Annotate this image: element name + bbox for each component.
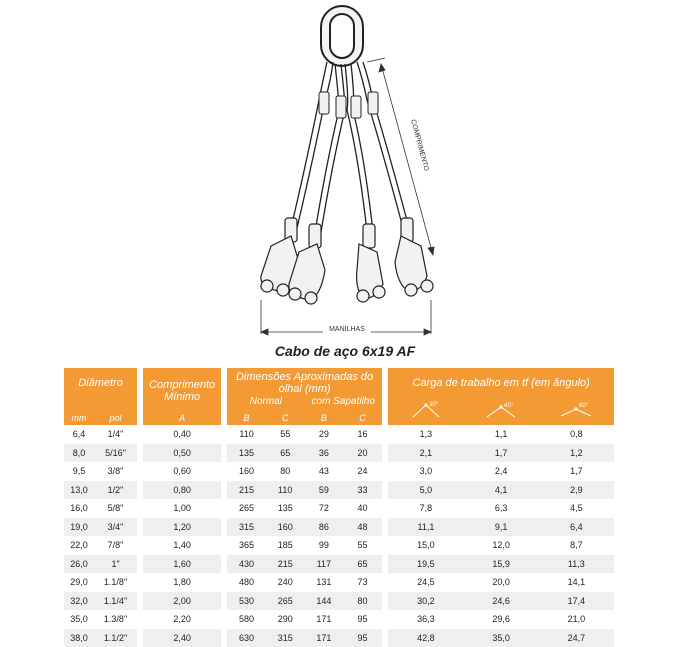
angle-60-header (539, 395, 614, 425)
table-cell: 86 (305, 518, 344, 537)
table-cell: 21,0 (539, 610, 614, 629)
table-cell: 2,20 (143, 610, 220, 629)
table-row (64, 462, 614, 481)
table-cell: 1/4" (94, 425, 137, 444)
table-cell: 1,7 (539, 462, 614, 481)
table-cell: 4,5 (539, 499, 614, 518)
col-b-thimble: B (305, 411, 344, 425)
table-cell: 72 (305, 499, 344, 518)
table-cell: 2,9 (539, 481, 614, 500)
table-cell: 9,1 (464, 518, 539, 537)
table-cell: 15,9 (464, 555, 539, 574)
table-cell: 36 (305, 444, 344, 463)
table-cell: 80 (343, 592, 382, 611)
col-a: A (143, 411, 220, 425)
table-cell: 160 (266, 518, 305, 537)
diameter-header: Diâmetro (64, 368, 137, 395)
table-cell: 24 (343, 462, 382, 481)
table-cell: 171 (305, 610, 344, 629)
table-cell: 65 (266, 444, 305, 463)
table-cell: 20,0 (464, 573, 539, 592)
table-cell: 171 (305, 629, 344, 647)
table-cell: 14,1 (539, 573, 614, 592)
table-cell: 1,1 (464, 425, 539, 444)
table-cell: 40 (343, 499, 382, 518)
table-row (64, 592, 614, 611)
table-cell: 32,0 (64, 592, 94, 611)
table-cell: 1/2" (94, 481, 137, 500)
table-cell: 16,0 (64, 499, 94, 518)
table-cell: 1,2 (539, 444, 614, 463)
table-cell: 48 (343, 518, 382, 537)
table-cell: 3/4" (94, 518, 137, 537)
table-cell: 5/16" (94, 444, 137, 463)
table-cell: 95 (343, 610, 382, 629)
table-cell: 19,0 (64, 518, 94, 537)
table-cell: 19,5 (388, 555, 463, 574)
table-cell: 43 (305, 462, 344, 481)
table-cell: 5/8" (94, 499, 137, 518)
sling-diagram (235, 0, 450, 338)
table-cell: 3,0 (388, 462, 463, 481)
normal-subheader: Normal (227, 395, 304, 411)
table-cell: 33 (343, 481, 382, 500)
table-row (64, 425, 614, 444)
table-cell: 1,80 (143, 573, 220, 592)
table-cell: 55 (266, 425, 305, 444)
col-c-thimble: C (343, 411, 382, 425)
table-cell: 135 (266, 499, 305, 518)
table-cell: 55 (343, 536, 382, 555)
table-cell: 1.1/4" (94, 592, 137, 611)
table-cell: 290 (266, 610, 305, 629)
table-row (64, 573, 614, 592)
table-cell: 6,4 (539, 518, 614, 537)
table-cell: 110 (227, 425, 266, 444)
angle-45-header (464, 395, 539, 425)
dimensions-header: Dimensões Aproximadas do olhal (mm) (227, 368, 382, 395)
angle-30-header (388, 395, 463, 425)
table-cell: 365 (227, 536, 266, 555)
table-cell: 13,0 (64, 481, 94, 500)
table-caption: Cabo de aço 6x19 AF (0, 343, 690, 359)
sling-angle-45-icon (484, 399, 518, 419)
table-cell: 5,0 (388, 481, 463, 500)
table-cell: 30,2 (388, 592, 463, 611)
table-cell: 1.1/2" (94, 629, 137, 647)
table-cell: 17,4 (539, 592, 614, 611)
table-cell: 2,1 (388, 444, 463, 463)
table-cell: 117 (305, 555, 344, 574)
length-label: COMPRIMENTO (409, 119, 430, 173)
table-cell: 265 (266, 592, 305, 611)
table-cell: 35,0 (64, 610, 94, 629)
table-cell: 42,8 (388, 629, 463, 647)
table-cell: 80 (266, 462, 305, 481)
table-cell: 215 (266, 555, 305, 574)
table-cell: 1.3/8" (94, 610, 137, 629)
table-cell: 144 (305, 592, 344, 611)
table-row (64, 536, 614, 555)
angle-60-label: 60° (579, 403, 589, 409)
table-cell: 1,7 (464, 444, 539, 463)
table-cell: 0,50 (143, 444, 220, 463)
table-cell: 9,5 (64, 462, 94, 481)
table-cell: 430 (227, 555, 266, 574)
table-cell: 135 (227, 444, 266, 463)
table-cell: 2,4 (464, 462, 539, 481)
table-cell: 12,0 (464, 536, 539, 555)
table-cell: 315 (266, 629, 305, 647)
table-row (64, 518, 614, 537)
load-header: Carga de trabalho em tf (em ângulo) (388, 368, 614, 395)
col-b-normal: B (227, 411, 266, 425)
table-cell: 1" (94, 555, 137, 574)
table-cell: 0,80 (143, 481, 220, 500)
table-cell: 240 (266, 573, 305, 592)
table-cell: 0,40 (143, 425, 220, 444)
table-row (64, 481, 614, 500)
table-cell: 215 (227, 481, 266, 500)
table-cell: 580 (227, 610, 266, 629)
table-cell: 22,0 (64, 536, 94, 555)
table-cell: 99 (305, 536, 344, 555)
thimble-subheader: com Sapatilho (305, 395, 382, 411)
table-cell: 530 (227, 592, 266, 611)
sling-angle-30-icon (409, 399, 443, 419)
table-cell: 185 (266, 536, 305, 555)
table-cell: 35,0 (464, 629, 539, 647)
table-cell: 38,0 (64, 629, 94, 647)
table-cell: 29,0 (64, 573, 94, 592)
specs-table (64, 368, 614, 647)
table-cell: 1,00 (143, 499, 220, 518)
table-cell: 59 (305, 481, 344, 500)
table-cell: 8,7 (539, 536, 614, 555)
table-cell: 7,8 (388, 499, 463, 518)
table-cell: 2,40 (143, 629, 220, 647)
table-cell: 16 (343, 425, 382, 444)
table-cell: 315 (227, 518, 266, 537)
table-cell: 265 (227, 499, 266, 518)
table-row (64, 610, 614, 629)
table-cell: 26,0 (64, 555, 94, 574)
table-cell: 0,8 (539, 425, 614, 444)
shackles-label: MANILHAS (329, 326, 365, 333)
table-cell: 480 (227, 573, 266, 592)
table-cell: 73 (343, 573, 382, 592)
table-cell: 11,1 (388, 518, 463, 537)
master-link (321, 6, 363, 66)
table-cell: 20 (343, 444, 382, 463)
table-cell: 8,0 (64, 444, 94, 463)
table-cell: 1,60 (143, 555, 220, 574)
table-cell: 110 (266, 481, 305, 500)
table-cell: 29 (305, 425, 344, 444)
table-cell: 6,4 (64, 425, 94, 444)
angle-45-label: 45° (504, 403, 514, 409)
table-cell: 11,3 (539, 555, 614, 574)
sling-angle-60-icon (559, 399, 593, 419)
table-cell: 24,7 (539, 629, 614, 647)
table-cell: 3/8" (94, 462, 137, 481)
table-cell: 1,20 (143, 518, 220, 537)
col-mm: mm (64, 411, 94, 425)
col-pol: pol (94, 411, 137, 425)
table-row (64, 444, 614, 463)
table-cell: 6,3 (464, 499, 539, 518)
table-row (64, 629, 614, 647)
col-c-normal: C (266, 411, 305, 425)
table-cell: 4,1 (464, 481, 539, 500)
table-cell: 1.1/8" (94, 573, 137, 592)
angle-30-label: 30° (429, 402, 439, 408)
table-cell: 160 (227, 462, 266, 481)
table-cell: 95 (343, 629, 382, 647)
min-length-header: Comprimento Mínimo (143, 368, 220, 411)
table-row (64, 499, 614, 518)
wire-rope-legs (291, 62, 409, 232)
table-cell: 131 (305, 573, 344, 592)
table-cell: 0,60 (143, 462, 220, 481)
table-row (64, 555, 614, 574)
table-cell: 1,3 (388, 425, 463, 444)
table-cell: 15,0 (388, 536, 463, 555)
shackles (261, 218, 433, 304)
table-cell: 36,3 (388, 610, 463, 629)
table-cell: 65 (343, 555, 382, 574)
table-cell: 29,6 (464, 610, 539, 629)
table-cell: 7/8" (94, 536, 137, 555)
table-cell: 2,00 (143, 592, 220, 611)
table-cell: 24,6 (464, 592, 539, 611)
table-cell: 1,40 (143, 536, 220, 555)
table-cell: 630 (227, 629, 266, 647)
table-cell: 24,5 (388, 573, 463, 592)
